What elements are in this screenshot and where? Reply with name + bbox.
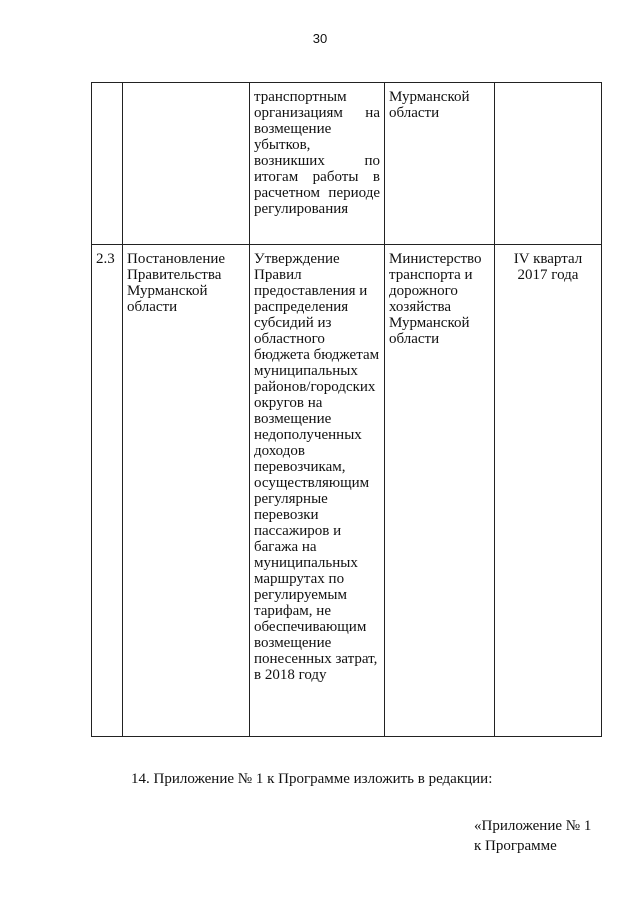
content-line: итогам работы в (254, 169, 380, 185)
deadline-cell: IV квартал 2017 года (495, 245, 602, 737)
table-row (92, 245, 602, 737)
content-line: организациям на (254, 105, 380, 121)
content-cell: Утверждение Правил предоставления и распределения субсидий из областного бюджета бюджетам муниципальных районов/городских округов на возмещение недополученных доходов перевозчикам, осуществляющим регулярные перевозки пассажиров и багажа на муниципальных маршрутах по регулируемым тарифам, не обеспечивающим возмещение понесенных затрат, в 2018 году (250, 245, 385, 737)
content-line: расчетном периоде (254, 185, 380, 201)
content-line: регулирования (254, 201, 349, 217)
deadline-cell (495, 83, 602, 245)
appendix-heading (474, 816, 591, 856)
document-type-cell (123, 83, 250, 245)
page-number: 30 (312, 31, 328, 46)
content-line: транспортным (254, 89, 347, 105)
content-line: возмещение (254, 121, 332, 137)
content-cell (250, 83, 385, 245)
appendix-heading-line1: «Приложение № 1 (474, 818, 592, 834)
paragraph-14: 14. Приложение № 1 к Программе изложить в редакции: (131, 771, 493, 787)
content-line: возникших по (254, 153, 380, 169)
row-number-cell (92, 83, 123, 245)
row-number-cell: 2.3 (92, 245, 123, 737)
appendix-heading-line2: к Программе (474, 838, 557, 854)
table-row (92, 83, 602, 245)
responsible-cell: Мурманской области (385, 83, 495, 245)
document-type-cell: Постановление Правительства Мурманской области (123, 245, 250, 737)
content-line: убытков, (254, 137, 311, 153)
responsible-cell: Министерство транспорта и дорожного хозяйства Мурманской области (385, 245, 495, 737)
program-table (91, 82, 602, 737)
